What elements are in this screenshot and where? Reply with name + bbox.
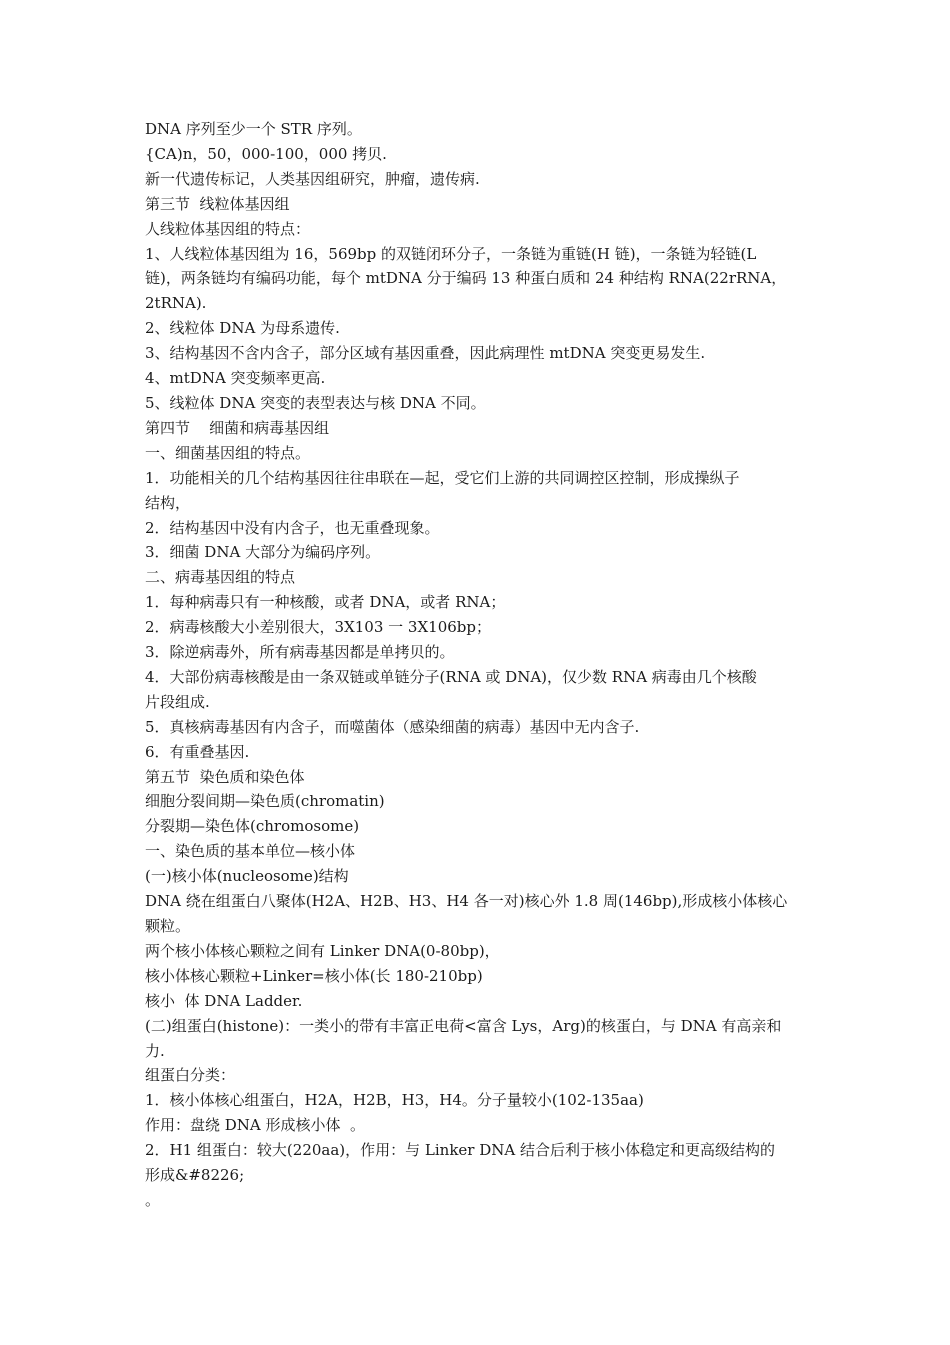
text-line: 细胞分裂间期—染色质(chromatin) [145,792,385,811]
text-line: 一、染色质的基本单位—核小体 [145,842,356,861]
text-line: 颗粒。 [145,917,191,935]
text-line: 二、病毒基因组的特点 [145,568,296,587]
document-body [145,117,810,1213]
text-line: 人线粒体基因组的特点： [145,219,311,238]
text-line: 2．H1 组蛋白：较大(220aa)，作用：与 Linker DNA 结合后利于核小体稳定和更高级结构的 [145,1141,776,1160]
text-line: 第四节 细菌和病毒基因组 [145,418,330,437]
text-line: 3．除逆病毒外，所有病毒基因都是单拷贝的。 [145,643,455,662]
text-line: (二)组蛋白(histone)：一类小的带有丰富正电荷<富含 Lys，Arg)的核蛋白，与 DNA 有高亲和 [145,1016,782,1035]
text-line: 1．每种病毒只有一种核酸，或者 DNA，或者 RNA； [145,593,506,612]
text-line: 2．病毒核酸大小差别很大，3X103 一 3X106bp； [145,618,491,637]
text-line: 5、线粒体 DNA 突变的表型表达与核 DNA 不同。 [145,393,486,412]
text-line: 新一代遗传标记，人类基因组研究，肿瘤，遗传病. [145,169,480,188]
text-line: 5．真核病毒基因有内含子，而噬菌体（感染细菌的病毒）基因中无内含子. [145,717,640,736]
text-line: 4、mtDNA 突变频率更高. [145,369,326,388]
text-line: 分裂期—染色体(chromosome) [145,817,360,836]
text-line: 核小体核心颗粒+Linker=核小体(长 180-210bp) [145,966,483,985]
text-line: 3、结构基因不含内含子，部分区域有基因重叠，因此病理性 mtDNA 突变更易发生. [145,344,706,363]
text-line: 一、细菌基因组的特点。 [145,443,311,462]
text-line: 1．核小体核心组蛋白，H2A，H2B，H3，H4。分子量较小(102-135aa) [145,1091,644,1110]
text-line: 。 [145,1190,161,1209]
text-line: 第三节 线粒体基因组 [145,194,290,213]
text-line: 核小 体 DNA Ladder. [145,991,303,1010]
text-line: 1．功能相关的几个结构基因往往串联在—起，受它们上游的共同调控区控制，形成操纵子 [145,468,740,487]
text-line: 力. [145,1041,165,1060]
text-line: 4．大部份病毒核酸是由一条双链或单链分子(RNA 或 DNA)，仅少数 RNA 病毒由几个核酸 [145,667,757,686]
text-line: 结构， [145,493,191,512]
text-line: 6．有重叠基因. [145,742,250,761]
text-line: 两个核小体核心颗粒之间有 Linker DNA(0-80bp)， [145,941,500,960]
text-line: 作用：盘绕 DNA 形成核小体 。 [145,1116,366,1135]
text-line: 组蛋白分类： [145,1066,236,1085]
text-line: 1、人线粒体基因组为 16，569bp 的双链闭环分子，一条链为重链(H 链)，一条链为轻链(L [145,244,757,263]
text-line: 3．细菌 DNA 大部分为编码序列。 [145,543,381,562]
text-line: (一)核小体(nucleosome)结构 [145,867,349,886]
text-line: 链)，两条链均有编码功能，每个 mtDNA 分于编码 13 种蛋白质和 24 种结构 RNA(22rRNA， [145,269,787,288]
text-line: DNA 绕在组蛋白八聚体(H2A、H2B、H3、H4 各一对)核心外 1.8 周(146bp),形成核小体核心 [145,892,788,911]
text-line: 2tRNA). [145,294,207,313]
text-line: 形成&#8226; [145,1166,245,1185]
text-line: 第五节 染色质和染色体 [145,767,305,786]
text-line: 片段组成. [145,692,210,711]
text-line: 2．结构基因中没有内含子，也无重叠现象。 [145,518,440,537]
text-line: DNA 序列至少一个 STR 序列。 [145,120,362,138]
text-line: 2、线粒体 DNA 为母系遗传. [145,319,340,338]
text-line: {CA)n，50，000-100，000 拷贝. [145,144,387,163]
